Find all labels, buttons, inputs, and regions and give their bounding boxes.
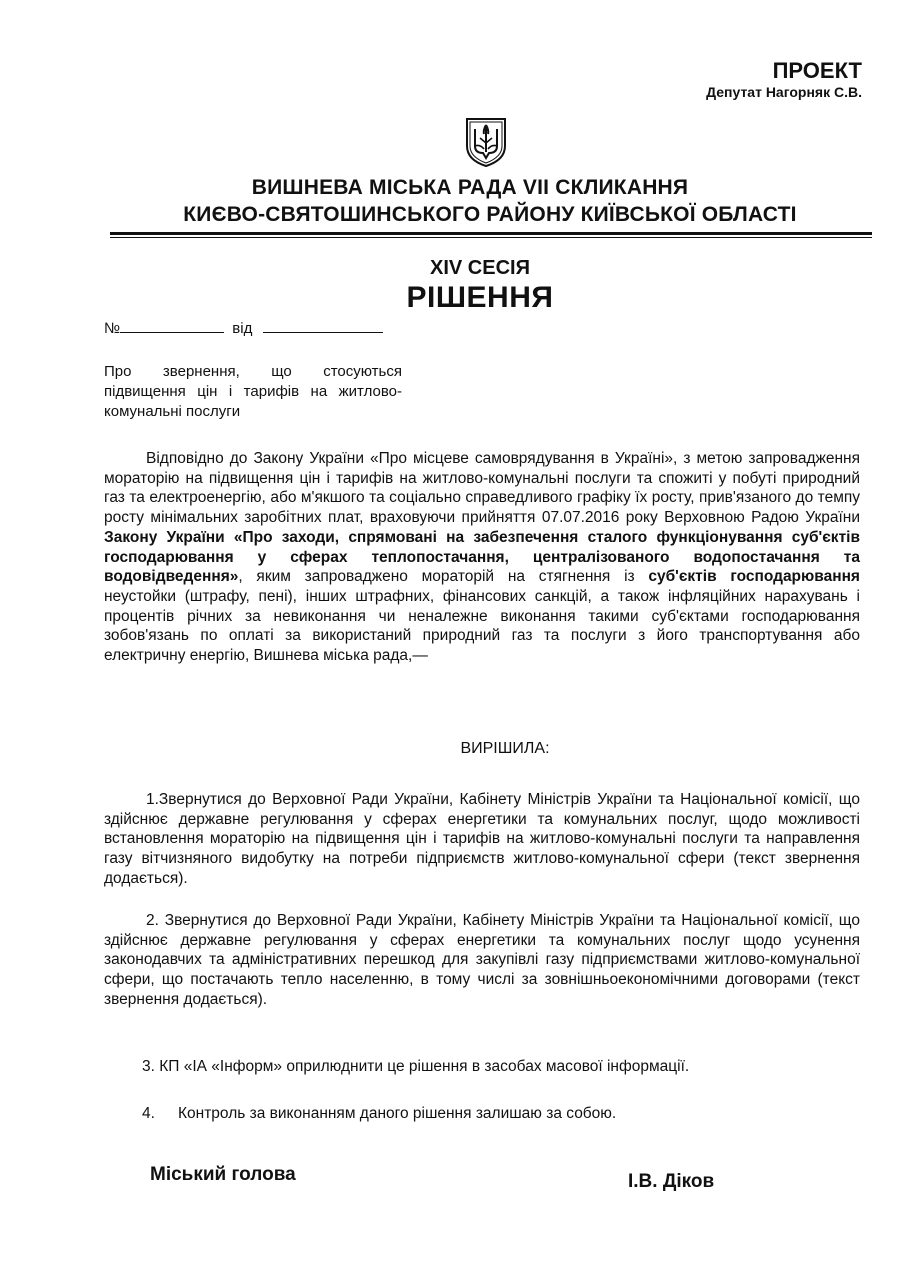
council-name-line1: ВИШНЕВА МІСЬКА РАДА VII СКЛИКАННЯ: [251, 176, 689, 199]
date-prefix: від: [232, 320, 253, 337]
item-4-text: Контроль за виконанням даного рішення залишаю за собою.: [178, 1105, 617, 1122]
signatory-name: І.В. Діков: [628, 1171, 715, 1192]
date-blank: [263, 318, 383, 333]
number-prefix: №: [104, 320, 121, 337]
decision-item-3: 3. КП «ІА «Інформ» оприлюднити це рішення в засобах масової інформації.: [142, 1058, 690, 1075]
project-label: ПРОЕКТ: [772, 58, 862, 83]
preamble-paragraph: [104, 449, 860, 666]
law-title: Закону України «Про заходи, спрямовані на забезпечення сталого функціонування суб'єктів господарювання у сферах теплопостачання, централізованого водопостачання та водовідведення»: [104, 528, 860, 586]
council-name-line2: КИЄВО-СВЯТОШИНСЬКОГО РАЙОНУ КИЇВСЬКОЇ ОБЛАСТІ: [183, 203, 797, 226]
decision-item-1: 1.Звернутися до Верховної Ради України, Кабінету Міністрів України та Національної комісії, що здійснює державне регулювання у сферах енергетики та комунальних послуг, щодо можливості встановлення мораторію на підвищення цін і тарифів на житлово-комунальні послуги та направлення газу вітчизняного видобутку на потреби підприємств житлово-комунальної сфери (текст звернення додається).: [104, 791, 860, 887]
business-entities: суб'єктів господарювання: [648, 568, 860, 586]
trident-coat-of-arms-icon: [463, 116, 509, 168]
item-4-number: 4.: [142, 1105, 155, 1122]
decision-item-4: [142, 1105, 616, 1123]
header-divider-thin: [110, 237, 872, 238]
number-date-line: [104, 318, 383, 337]
decision-item-2: 2. Звернутися до Верховної Ради України, Кабінету Міністрів України та Національної комісії, що здійснює державне регулювання у сферах енергетики та комунальних послуг щодо усунення законодавчих та адміністративних перешкод для закупівлі газу підприємствами житлово-комунальної сфери, що постачають тепло населенню, в тому числі за зовнішньоекономічними договорами (текст звернення додається).: [104, 912, 860, 1008]
resolved-heading: ВИРІШИЛА:: [460, 740, 550, 757]
signatory-position: Міський голова: [150, 1164, 296, 1185]
number-blank: [120, 318, 224, 333]
preamble-part2: , яким запроваджено мораторій на стягнення із: [238, 568, 649, 586]
header-divider-thick: [110, 232, 872, 235]
session-number: XIV СЕСІЯ: [430, 257, 530, 279]
deputy-name: Депутат Нагорняк С.В.: [706, 84, 862, 100]
document-title: РІШЕННЯ: [406, 281, 554, 314]
preamble-part3: неустойки (штрафу, пені), інших штрафних, фінансових санкцій, а також інфляційних нарахувань і процентів річних за невиконання чи неналежне виконання такими суб'єктами господарювання зобов'язань по оплаті за використаний природний газ та послуги з його транспортування або електричну енергію, Вишнева міська рада,—: [104, 587, 860, 665]
preamble-part1: Відповідно до Закону України «Про місцеве самоврядування в Україні», з метою запровадження мораторію на підвищення цін і тарифів на житлово-комунальні послуги та спожиті у побуті природний газ та електроенергію, або м'якшого та соціально справедливого графіку їх росту, прив'язаного до темпу росту мінімальних заробітних плат, враховуючи прийняття 07.07.2016 року Верховною Радою України: [104, 450, 860, 527]
decision-subject: Про звернення, що стосуються підвищення цін і тарифів на житлово-комунальні послуги: [104, 363, 402, 420]
